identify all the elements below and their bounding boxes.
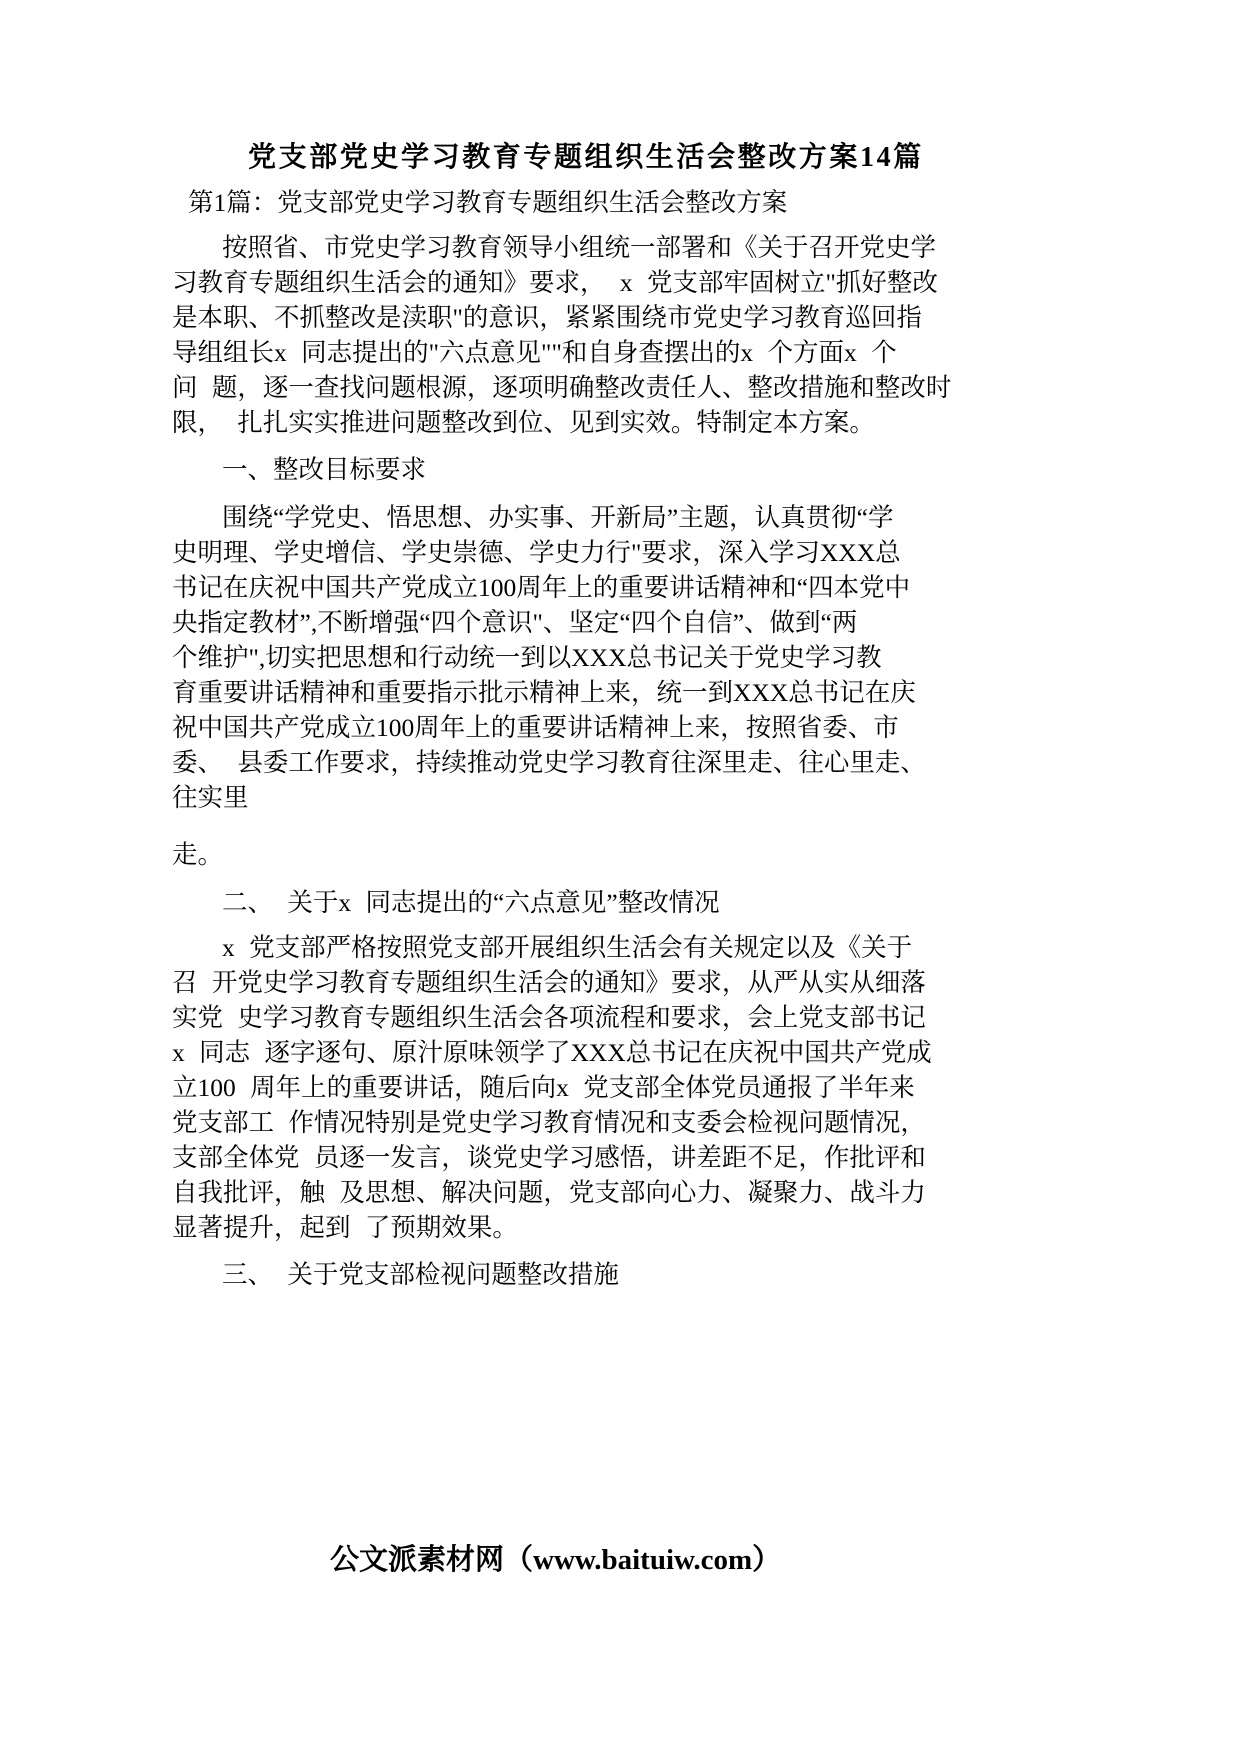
paragraph-goals-tail [172,837,1072,872]
paragraph-line: 召 开党史学习教育专题组织生活会的通知》要求，从严从实从细落 [172,968,926,997]
footer-site-name: 公文派素材网（www.baituiw.com） [330,1544,782,1576]
paragraph-line: 问 题，逐一查找问题根源，逐项明确整改责任人、整改措施和整改时 [172,373,952,402]
paragraph-line: 委、 县委工作要求，持续推动党史学习教育往深里走、往心里走、 [172,748,926,777]
subtitle-block [172,185,1072,220]
paragraph-line: 往实里 [172,783,249,812]
section-subtitle: 第1篇：党支部党史学习教育专题组织生活会整改方案 [188,188,788,217]
paragraph-line: 习教育专题组织生活会的通知》要求， x 党支部牢固树立"抓好整改 [172,268,938,297]
section-heading-3 [172,1257,1072,1292]
heading-text: 一、整改目标要求 [222,455,427,484]
paragraph-line: 走。 [172,840,224,869]
paragraph-goals [172,500,1072,815]
paragraph-line: 按照省、市党史学习教育领导小组统一部署和《关于召开党史学 [222,233,937,262]
paragraph-line: 史明理、学史增信、学史崇德、学史力行"要求，深入学习XXX总 [172,538,901,567]
paragraph-line: x 同志 逐字逐句、原汁原味领学了XXX总书记在庆祝中国共产党成 [172,1038,932,1067]
paragraph-line: 自我批评，触 及思想、解决问题，党支部向心力、凝聚力、战斗力 [172,1178,926,1207]
paragraph-line: 祝中国共产党成立100周年上的重要讲话精神上来，按照省委、市 [172,713,899,742]
paragraph-six-opinions [172,930,1072,1245]
document-title: 党支部党史学习教育专题组织生活会整改方案14篇 [248,142,924,173]
paragraph-line: 显著提升，起到 了预期效果。 [172,1213,518,1242]
heading-text: 二、 关于x 同志提出的“六点意见”整改情况 [222,888,720,917]
section-heading-1 [172,452,1072,487]
paragraph-line: 是本职、不抓整改是渎职"的意识，紧紧围绕市党史学习教育巡回指 [172,303,922,332]
paragraph-line: 个维护",切实把思想和行动统一到以XXX总书记关于党史学习教 [172,643,882,672]
section-heading-2 [172,885,1072,920]
paragraph-line: x 党支部严格按照党支部开展组织生活会有关规定以及《关于 [222,933,913,962]
paragraph-line: 书记在庆祝中国共产党成立100周年上的重要讲话精神和“四本党中 [172,573,911,602]
paragraph-line: 实党 史学习教育专题组织生活会各项流程和要求，会上党支部书记 [172,1003,926,1032]
heading-text: 三、 关于党支部检视问题整改措施 [222,1260,619,1289]
paragraph-line: 立100 周年上的重要讲话，随后向x 党支部全体党员通报了半年来 [172,1073,915,1102]
paragraph-line: 支部全体党 员逐一发言，谈党史学习感悟，讲差距不足，作批评和 [172,1143,926,1172]
paragraph-intro [172,230,1072,440]
paragraph-line: 党支部工 作情况特别是党史学习教育情况和支委会检视问题情况， [172,1108,926,1137]
paragraph-line: 央指定教材”,不断增强“四个意识"、坚定“四个自信”、做到“两 [172,608,858,637]
paragraph-line: 育重要讲话精神和重要指示批示精神上来，统一到XXX总书记在庆 [172,678,916,707]
paragraph-line: 围绕“学党史、悟思想、办实事、开新局”主题，认真贯彻“学 [222,503,894,532]
paragraph-line: 导组组长x 同志提出的"六点意见""和自身查摆出的x 个方面x 个 [172,338,897,367]
paragraph-line: 限， 扎扎实实推进问题整改到位、见到实效。特制定本方案。 [172,408,875,437]
